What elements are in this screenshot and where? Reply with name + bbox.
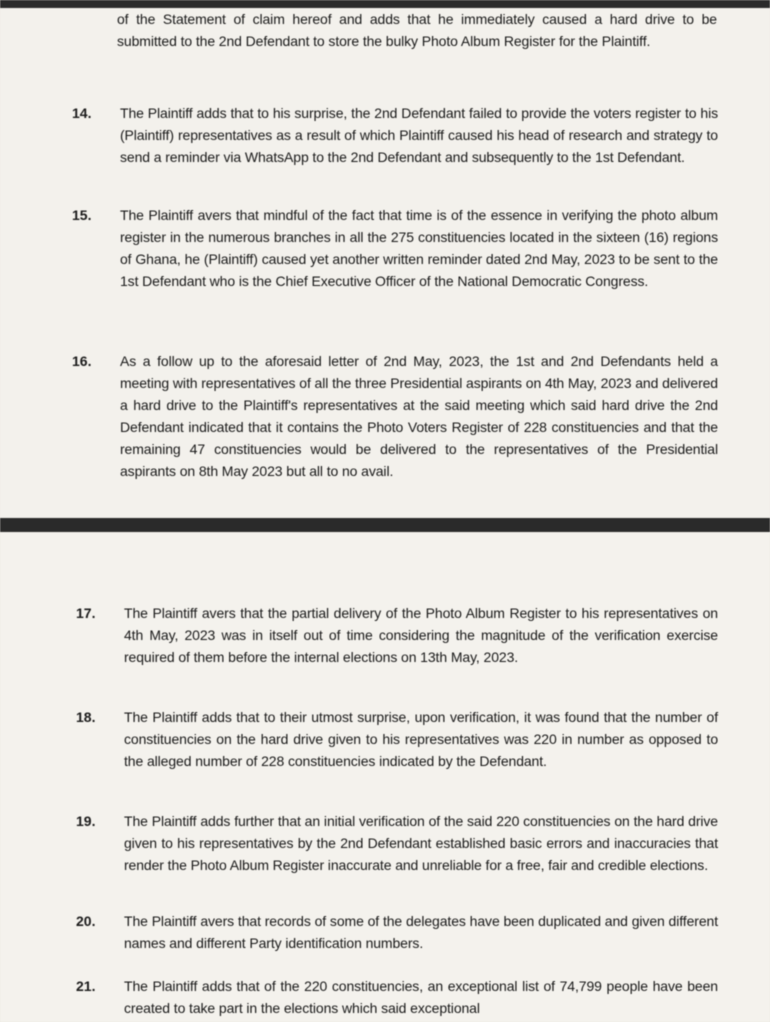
paragraph-14 [72,102,718,168]
paragraph-text: As a follow up to the aforesaid letter of 2nd May, 2023, the 1st and 2nd Defendants held a meeting with representatives of all the three Presidential aspirants on 4th May, 2023 and delivered a hard drive to the Plaintiff's representatives at the said meeting which said hard drive the 2nd Defendant indicated that it contains the Photo Voters Register of 228 constituencies and that the remaining 47 constituencies would be delivered to the representatives of the Presidential aspirants on 8th May 2023 but all to no avail. [120,353,718,479]
paragraph-21 [76,975,718,1019]
paragraph-number: 15. [72,207,92,223]
paragraph-number: 19. [76,813,96,829]
paragraph-20 [76,910,718,954]
paragraph-number: 16. [72,353,92,369]
paragraph-number: 20. [76,913,96,929]
continuation-text: of the Statement of claim hereof and adds that he immediately caused a hard drive to be submitted to the 2nd Defendant to store the bulky Photo Album Register for the Plaintiff. [117,11,717,49]
paragraph-number: 21. [76,978,96,994]
continuation-paragraph [117,8,717,52]
paragraph-text: The Plaintiff avers that the partial delivery of the Photo Album Register to his representatives on 4th May, 2023 was in itself out of time considering the magnitude of the verification exercise required of them before the internal elections on 13th May, 2023. [124,605,718,665]
paragraph-text: The Plaintiff adds further that an initial verification of the said 220 constituencies on the hard drive given to his representatives by the 2nd Defendant established basic errors and inaccuracies that render the Photo Album Register inaccurate and unreliable for a free, fair and credible elections. [124,813,718,873]
paragraph-text: The Plaintiff adds that to their utmost surprise, upon verification, it was found that the number of constituencies on the hard drive given to his representatives was 220 in number as opposed to the alleged number of 228 constituencies indicated by the Defendant. [124,709,718,769]
paragraph-17 [76,602,718,668]
paragraph-text: The Plaintiff adds that of the 220 constituencies, an exceptional list of 74,799 people have been created to take part in the elections which said exceptional [124,978,718,1016]
paragraph-19 [76,810,718,876]
paragraph-18 [76,706,718,772]
paragraph-number: 18. [76,709,96,725]
paragraph-text: The Plaintiff adds that to his surprise, the 2nd Defendant failed to provide the voters register to his (Plaintiff) representatives as a result of which Plaintiff caused his head of research and strategy to send a reminder via WhatsApp to the 2nd Defendant and subsequently to the 1st Defendant. [120,105,718,165]
paragraph-number: 17. [76,605,96,621]
paragraph-text: The Plaintiff avers that records of some of the delegates have been duplicated and given different names and different Party identification numbers. [124,913,718,951]
paragraph-16 [72,350,718,482]
page-separator [0,518,770,532]
paragraph-number: 14. [72,105,92,121]
paragraph-15 [72,204,718,292]
paragraph-text: The Plaintiff avers that mindful of the fact that time is of the essence in verifying the photo album register in the numerous branches in all the 275 constituencies located in the sixteen (16) regions of Ghana, he (Plaintiff) caused yet another written reminder dated 2nd May, 2023 to be sent to the 1st Defendant who is the Chief Executive Officer of the National Democratic Congress. [120,207,718,289]
